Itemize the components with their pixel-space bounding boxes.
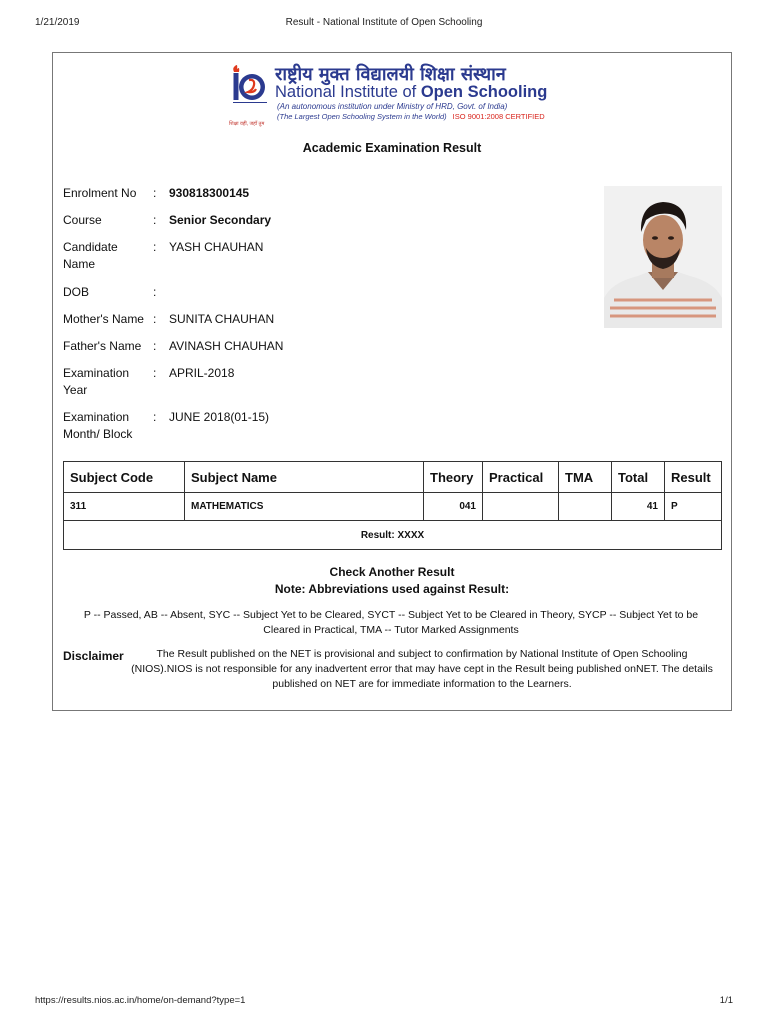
print-date: 1/21/2019 [35,17,80,28]
overall-result: Result: XXXX [64,521,722,550]
nios-logo [229,62,571,127]
mother-label: Mother's Name [63,312,144,326]
course-value: Senior Secondary [169,213,272,227]
col-tma: TMA [559,462,612,493]
col-result: Result [665,462,722,493]
colon-separator: : [153,410,157,424]
colon-separator: : [153,285,157,299]
summary-row [64,521,722,550]
print-url: https://results.nios.ac.in/home/on-demand?type=1 [35,995,246,1006]
result-card [52,52,732,711]
print-header [35,17,733,31]
enrolment-label: Enrolment No [63,186,137,200]
colon-separator: : [153,213,157,227]
practical-cell [483,493,559,521]
course-label: Course [63,213,102,227]
logo-tagline: शिक्षा वहीं, जहाँ तुम [229,121,265,127]
disclaimer-text: The Result published on the NET is provisional and subject to confirmation by National Institute of Open Schooling (NIOS).NIOS is not responsible for any inadvertent error that may have cept in the Result being published onNET. The details published on NET are for immediate information to the Learners. [131,648,713,690]
col-total: Total [612,462,665,493]
subject-name-cell: MATHEMATICS [185,493,424,521]
print-title: Result - National Institute of Open Schooling [285,17,483,28]
tma-cell [559,493,612,521]
logo-subtitle: (An autonomous institution under Ministry of HRD, Govt. of India) [277,102,508,111]
abbreviations-note: Note: Abbreviations used against Result: [274,582,510,596]
candidate-label: Candidate Name [63,240,118,271]
subject-code-cell: 311 [64,493,185,521]
colon-separator: : [153,240,157,254]
colon-separator: : [153,312,157,326]
logo-english-name [275,83,547,102]
colon-separator: : [153,339,157,353]
table-row [64,493,722,521]
colon-separator: : [153,366,157,380]
exam-month-value: JUNE 2018(01-15) [169,410,270,424]
nios-emblem-icon [231,63,269,121]
check-another-result-link[interactable]: Check Another Result [329,565,455,579]
father-label: Father's Name [63,339,142,353]
disclaimer-label: Disclaimer [63,649,124,663]
table-header-row [64,462,722,493]
abbreviations-text: P -- Passed, AB -- Absent, SYC -- Subject Yet to be Cleared, SYCT -- Subject Yet to be Cleared in Theory, SYCP -- Subject Yet to be Cleared in Practical, TMA -- Tutor Marked Assignments [83,609,699,636]
logo-english-prefix: National Institute of [275,83,421,101]
marks-table [63,461,722,550]
dob-label: DOB [63,285,90,299]
col-theory: Theory [424,462,483,493]
mother-value: SUNITA CHAUHAN [169,312,275,326]
father-value: AVINASH CHAUHAN [169,339,284,353]
result-cell: P [665,493,722,521]
colon-separator: : [153,186,157,200]
logo-subtitle-2 [277,112,545,121]
print-footer [35,995,733,1009]
candidate-value: YASH CHAUHAN [169,240,264,254]
page-number: 1/1 [719,995,733,1006]
iso-certification: ISO 9001:2008 CERTIFIED [452,112,545,121]
logo-hindi-name: राष्ट्रीय मुक्त विद्यालयी शिक्षा संस्थान [275,64,506,85]
total-cell: 41 [612,493,665,521]
exam-month-label: Examination Month/ Block [63,410,133,441]
logo-english-bold: Open Schooling [420,83,548,101]
exam-year-value: APRIL-2018 [169,366,235,380]
exam-year-label: Examination Year [63,366,130,397]
col-subject-code: Subject Code [64,462,185,493]
logo-subtitle-2-text: (The Largest Open Schooling System in the World) [277,112,447,121]
candidate-photo [604,186,722,328]
theory-cell: 041 [424,493,483,521]
col-subject-name: Subject Name [185,462,424,493]
enrolment-value: 930818300145 [169,186,250,200]
page-title: Academic Examination Result [302,141,482,155]
col-practical: Practical [483,462,559,493]
candidate-photo-image [604,186,722,328]
